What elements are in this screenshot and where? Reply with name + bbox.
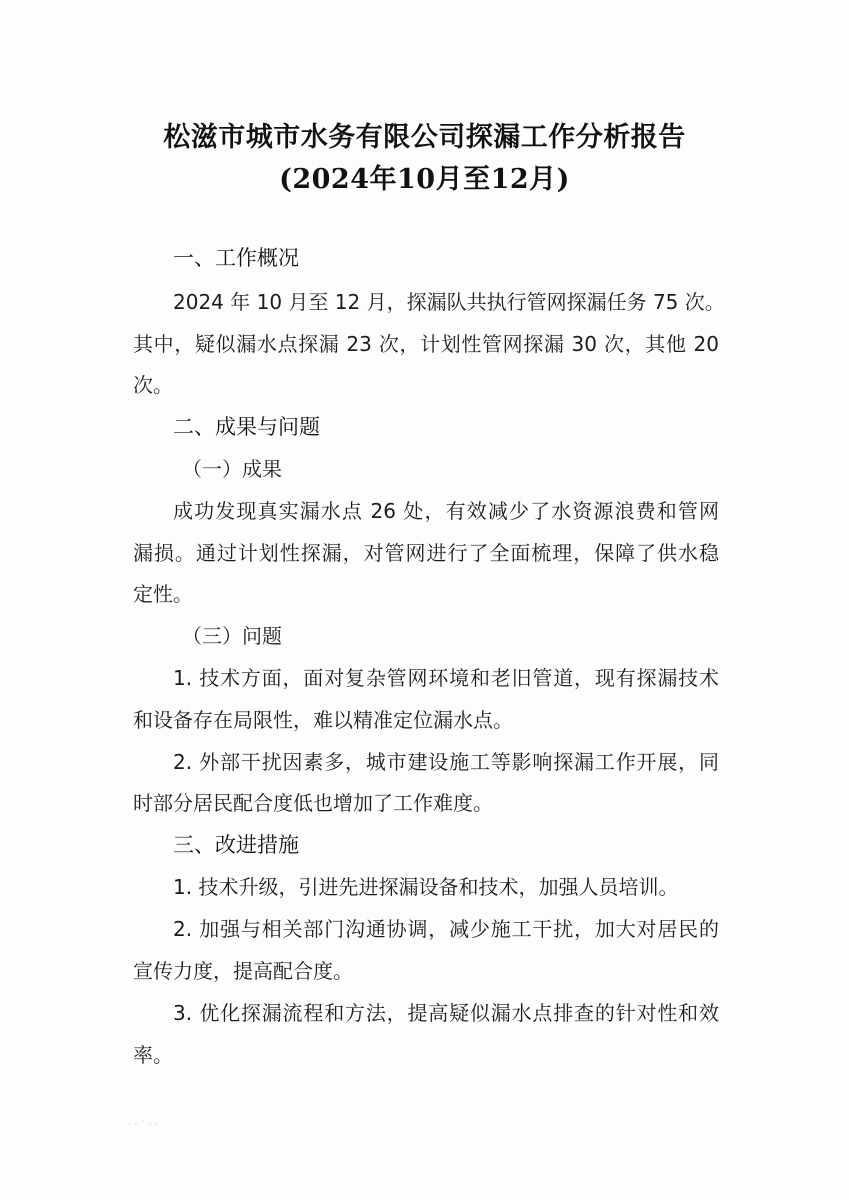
results-para-line-3: 定性。	[133, 582, 193, 606]
issues-item-2-line-1: 2. 外部干扰因素多，城市建设施工等影响探漏工作开展，同	[173, 750, 719, 774]
results-subheading: （一）成果	[182, 457, 282, 481]
improvements-item-1-line-1: 1. 技术升级，引进先进探漏设备和技术，加强人员培训。	[173, 875, 679, 899]
section-overview-heading: 一、工作概况	[173, 246, 299, 270]
issues-item-1-line-2: 和设备存在局限性，难以精准定位漏水点。	[133, 708, 513, 732]
improvements-item-2-line-1: 2. 加强与相关部门沟通协调，减少施工干扰，加大对居民的	[173, 917, 719, 941]
scan-noise: · · ˙ · ·	[128, 1120, 159, 1131]
issues-subheading: （三）问题	[182, 624, 282, 648]
report-subtitle: (2024年10月至12月)	[279, 164, 570, 195]
section-improvements-heading: 三、改进措施	[173, 833, 299, 857]
results-para-line-1: 成功发现真实漏水点 26 处，有效减少了水资源浪费和管网	[173, 499, 719, 523]
overview-para-line-3: 次。	[133, 373, 173, 397]
improvements-item-3-line-1: 3. 优化探漏流程和方法，提高疑似漏水点排查的针对性和效	[173, 1001, 719, 1025]
overview-para-line-2: 其中，疑似漏水点探漏 23 次，计划性管网探漏 30 次，其他 20	[133, 332, 719, 356]
section-results-issues-heading: 二、成果与问题	[173, 415, 320, 439]
overview-para-line-1: 2024 年 10 月至 12 月，探漏队共执行管网探漏任务 75 次。	[173, 290, 725, 314]
improvements-item-2-line-2: 宣传力度，提高配合度。	[133, 959, 353, 983]
issues-item-1-line-1: 1. 技术方面，面对复杂管网环境和老旧管道，现有探漏技术	[173, 666, 719, 690]
issues-item-2-line-2: 时部分居民配合度低也增加了工作难度。	[133, 791, 493, 815]
improvements-item-3-line-2: 率。	[133, 1043, 173, 1067]
results-para-line-2: 漏损。通过计划性探漏，对管网进行了全面梳理，保障了供水稳	[133, 541, 719, 565]
report-title: 松滋市城市水务有限公司探漏工作分析报告	[163, 122, 686, 153]
